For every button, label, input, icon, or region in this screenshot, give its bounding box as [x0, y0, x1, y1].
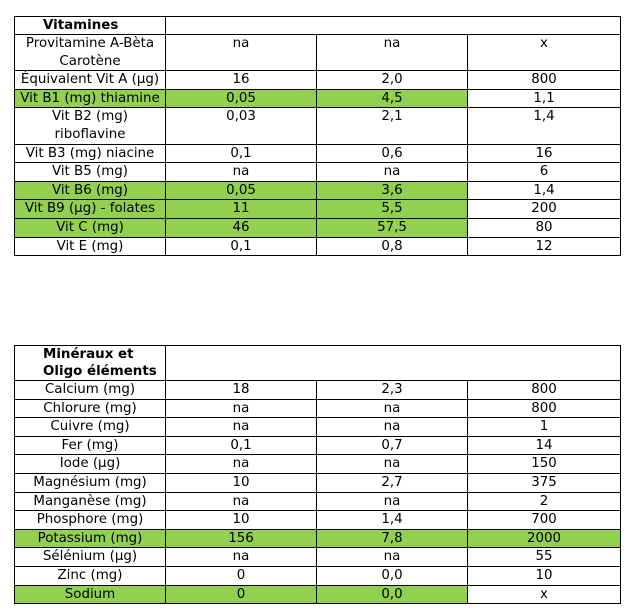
table-row	[15, 71, 621, 90]
value-col-3: 200	[468, 200, 621, 219]
nutrient-name: Iode (µg)	[15, 455, 166, 474]
nutrient-name: Vit B9 (µg) - folates	[15, 200, 166, 219]
value-col-1: na	[166, 455, 317, 474]
value-col-1: na	[166, 163, 317, 182]
value-col-1: 46	[166, 218, 317, 237]
value-col-2: 5,5	[317, 200, 468, 219]
table-row	[15, 218, 621, 237]
nutrient-name: Fer (mg)	[15, 436, 166, 455]
value-col-1: 0	[166, 585, 317, 604]
value-col-2: 57,5	[317, 218, 468, 237]
table-row	[15, 473, 621, 492]
value-col-3: 2	[468, 492, 621, 511]
value-col-1: 11	[166, 200, 317, 219]
value-col-2: 0,8	[317, 237, 468, 256]
value-col-2: 2,7	[317, 473, 468, 492]
value-col-2: na	[317, 492, 468, 511]
value-col-3: 375	[468, 473, 621, 492]
table-row	[15, 108, 621, 144]
value-col-3: 700	[468, 511, 621, 530]
value-col-2: na	[317, 399, 468, 418]
nutrient-name: Magnésium (mg)	[15, 473, 166, 492]
nutrient-name: Chlorure (mg)	[15, 399, 166, 418]
value-col-3: 14	[468, 436, 621, 455]
value-col-3: x	[468, 585, 621, 604]
nutrient-name: Équivalent Vit A (µg)	[15, 71, 166, 90]
value-col-3: x	[468, 35, 621, 71]
value-col-2: na	[317, 35, 468, 71]
value-col-1: 0,03	[166, 108, 317, 144]
nutrient-name: Vit B3 (mg) niacine	[15, 144, 166, 163]
nutrient-name: Calcium (mg)	[15, 381, 166, 400]
value-col-1: 156	[166, 529, 317, 548]
vitamins-header-blank	[166, 17, 621, 35]
vitamins-body	[15, 17, 621, 256]
nutrient-name: Vit B5 (mg)	[15, 163, 166, 182]
table-row	[15, 548, 621, 567]
value-col-2: na	[317, 418, 468, 437]
value-col-3: 12	[468, 237, 621, 256]
table-row	[15, 200, 621, 219]
table-row	[15, 381, 621, 400]
value-col-3: 800	[468, 71, 621, 90]
vitamins-header-row	[15, 17, 621, 35]
value-col-3: 16	[468, 144, 621, 163]
minerals-body	[15, 346, 621, 604]
table-row	[15, 492, 621, 511]
value-col-2: 7,8	[317, 529, 468, 548]
table-row	[15, 144, 621, 163]
value-col-1: 0,05	[166, 181, 317, 200]
vitamins-header: Vitamines	[15, 17, 166, 35]
value-col-2: 1,4	[317, 511, 468, 530]
value-col-2: 2,0	[317, 71, 468, 90]
value-col-3: 6	[468, 163, 621, 182]
value-col-3: 800	[468, 381, 621, 400]
value-col-2: 0,0	[317, 566, 468, 585]
value-col-3: 1,4	[468, 181, 621, 200]
nutrient-name: Cuivre (mg)	[15, 418, 166, 437]
value-col-2: 2,3	[317, 381, 468, 400]
value-col-2: na	[317, 548, 468, 567]
value-col-1: na	[166, 492, 317, 511]
table-row	[15, 181, 621, 200]
value-col-1: 10	[166, 473, 317, 492]
table-row	[15, 89, 621, 108]
table-row	[15, 237, 621, 256]
value-col-1: 10	[166, 511, 317, 530]
value-col-1: 0	[166, 566, 317, 585]
nutrient-name: Vit B2 (mg) riboflavine	[15, 108, 166, 144]
value-col-1: 0,1	[166, 436, 317, 455]
table-row	[15, 585, 621, 604]
nutrient-name: Vit B6 (mg)	[15, 181, 166, 200]
value-col-3: 55	[468, 548, 621, 567]
value-col-1: na	[166, 399, 317, 418]
table-row	[15, 35, 621, 71]
vitamins-table	[14, 16, 621, 256]
nutrient-name: Sélénium (µg)	[15, 548, 166, 567]
minerals-header-blank	[166, 346, 621, 381]
nutrient-name: Potassium (mg)	[15, 529, 166, 548]
value-col-3: 1,1	[468, 89, 621, 108]
value-col-3: 1	[468, 418, 621, 437]
value-col-3: 150	[468, 455, 621, 474]
value-col-1: 0,05	[166, 89, 317, 108]
minerals-header: Minéraux et Oligo éléments	[15, 346, 166, 381]
value-col-2: na	[317, 455, 468, 474]
table-row	[15, 566, 621, 585]
table-row	[15, 418, 621, 437]
value-col-1: na	[166, 418, 317, 437]
value-col-2: na	[317, 163, 468, 182]
table-row	[15, 511, 621, 530]
nutrient-name: Sodium	[15, 585, 166, 604]
table-row	[15, 529, 621, 548]
table-row	[15, 436, 621, 455]
minerals-table	[14, 345, 621, 604]
nutrient-name: Phosphore (mg)	[15, 511, 166, 530]
table-row	[15, 455, 621, 474]
nutrient-name: Vit C (mg)	[15, 218, 166, 237]
value-col-1: 18	[166, 381, 317, 400]
nutrient-name: Manganèse (mg)	[15, 492, 166, 511]
nutrient-name: Provitamine A-Bèta Carotène	[15, 35, 166, 71]
value-col-3: 1,4	[468, 108, 621, 144]
nutrient-name: Vit E (mg)	[15, 237, 166, 256]
value-col-2: 0,7	[317, 436, 468, 455]
value-col-3: 2000	[468, 529, 621, 548]
minerals-header-row	[15, 346, 621, 381]
nutrient-name: Zinc (mg)	[15, 566, 166, 585]
value-col-2: 3,6	[317, 181, 468, 200]
value-col-3: 80	[468, 218, 621, 237]
value-col-1: 16	[166, 71, 317, 90]
value-col-2: 4,5	[317, 89, 468, 108]
value-col-2: 0,0	[317, 585, 468, 604]
value-col-1: na	[166, 35, 317, 71]
value-col-3: 10	[468, 566, 621, 585]
table-row	[15, 163, 621, 182]
value-col-2: 2,1	[317, 108, 468, 144]
value-col-1: 0,1	[166, 237, 317, 256]
table-row	[15, 399, 621, 418]
value-col-1: na	[166, 548, 317, 567]
value-col-2: 0,6	[317, 144, 468, 163]
value-col-3: 800	[468, 399, 621, 418]
value-col-1: 0,1	[166, 144, 317, 163]
nutrient-name: Vit B1 (mg) thiamine	[15, 89, 166, 108]
